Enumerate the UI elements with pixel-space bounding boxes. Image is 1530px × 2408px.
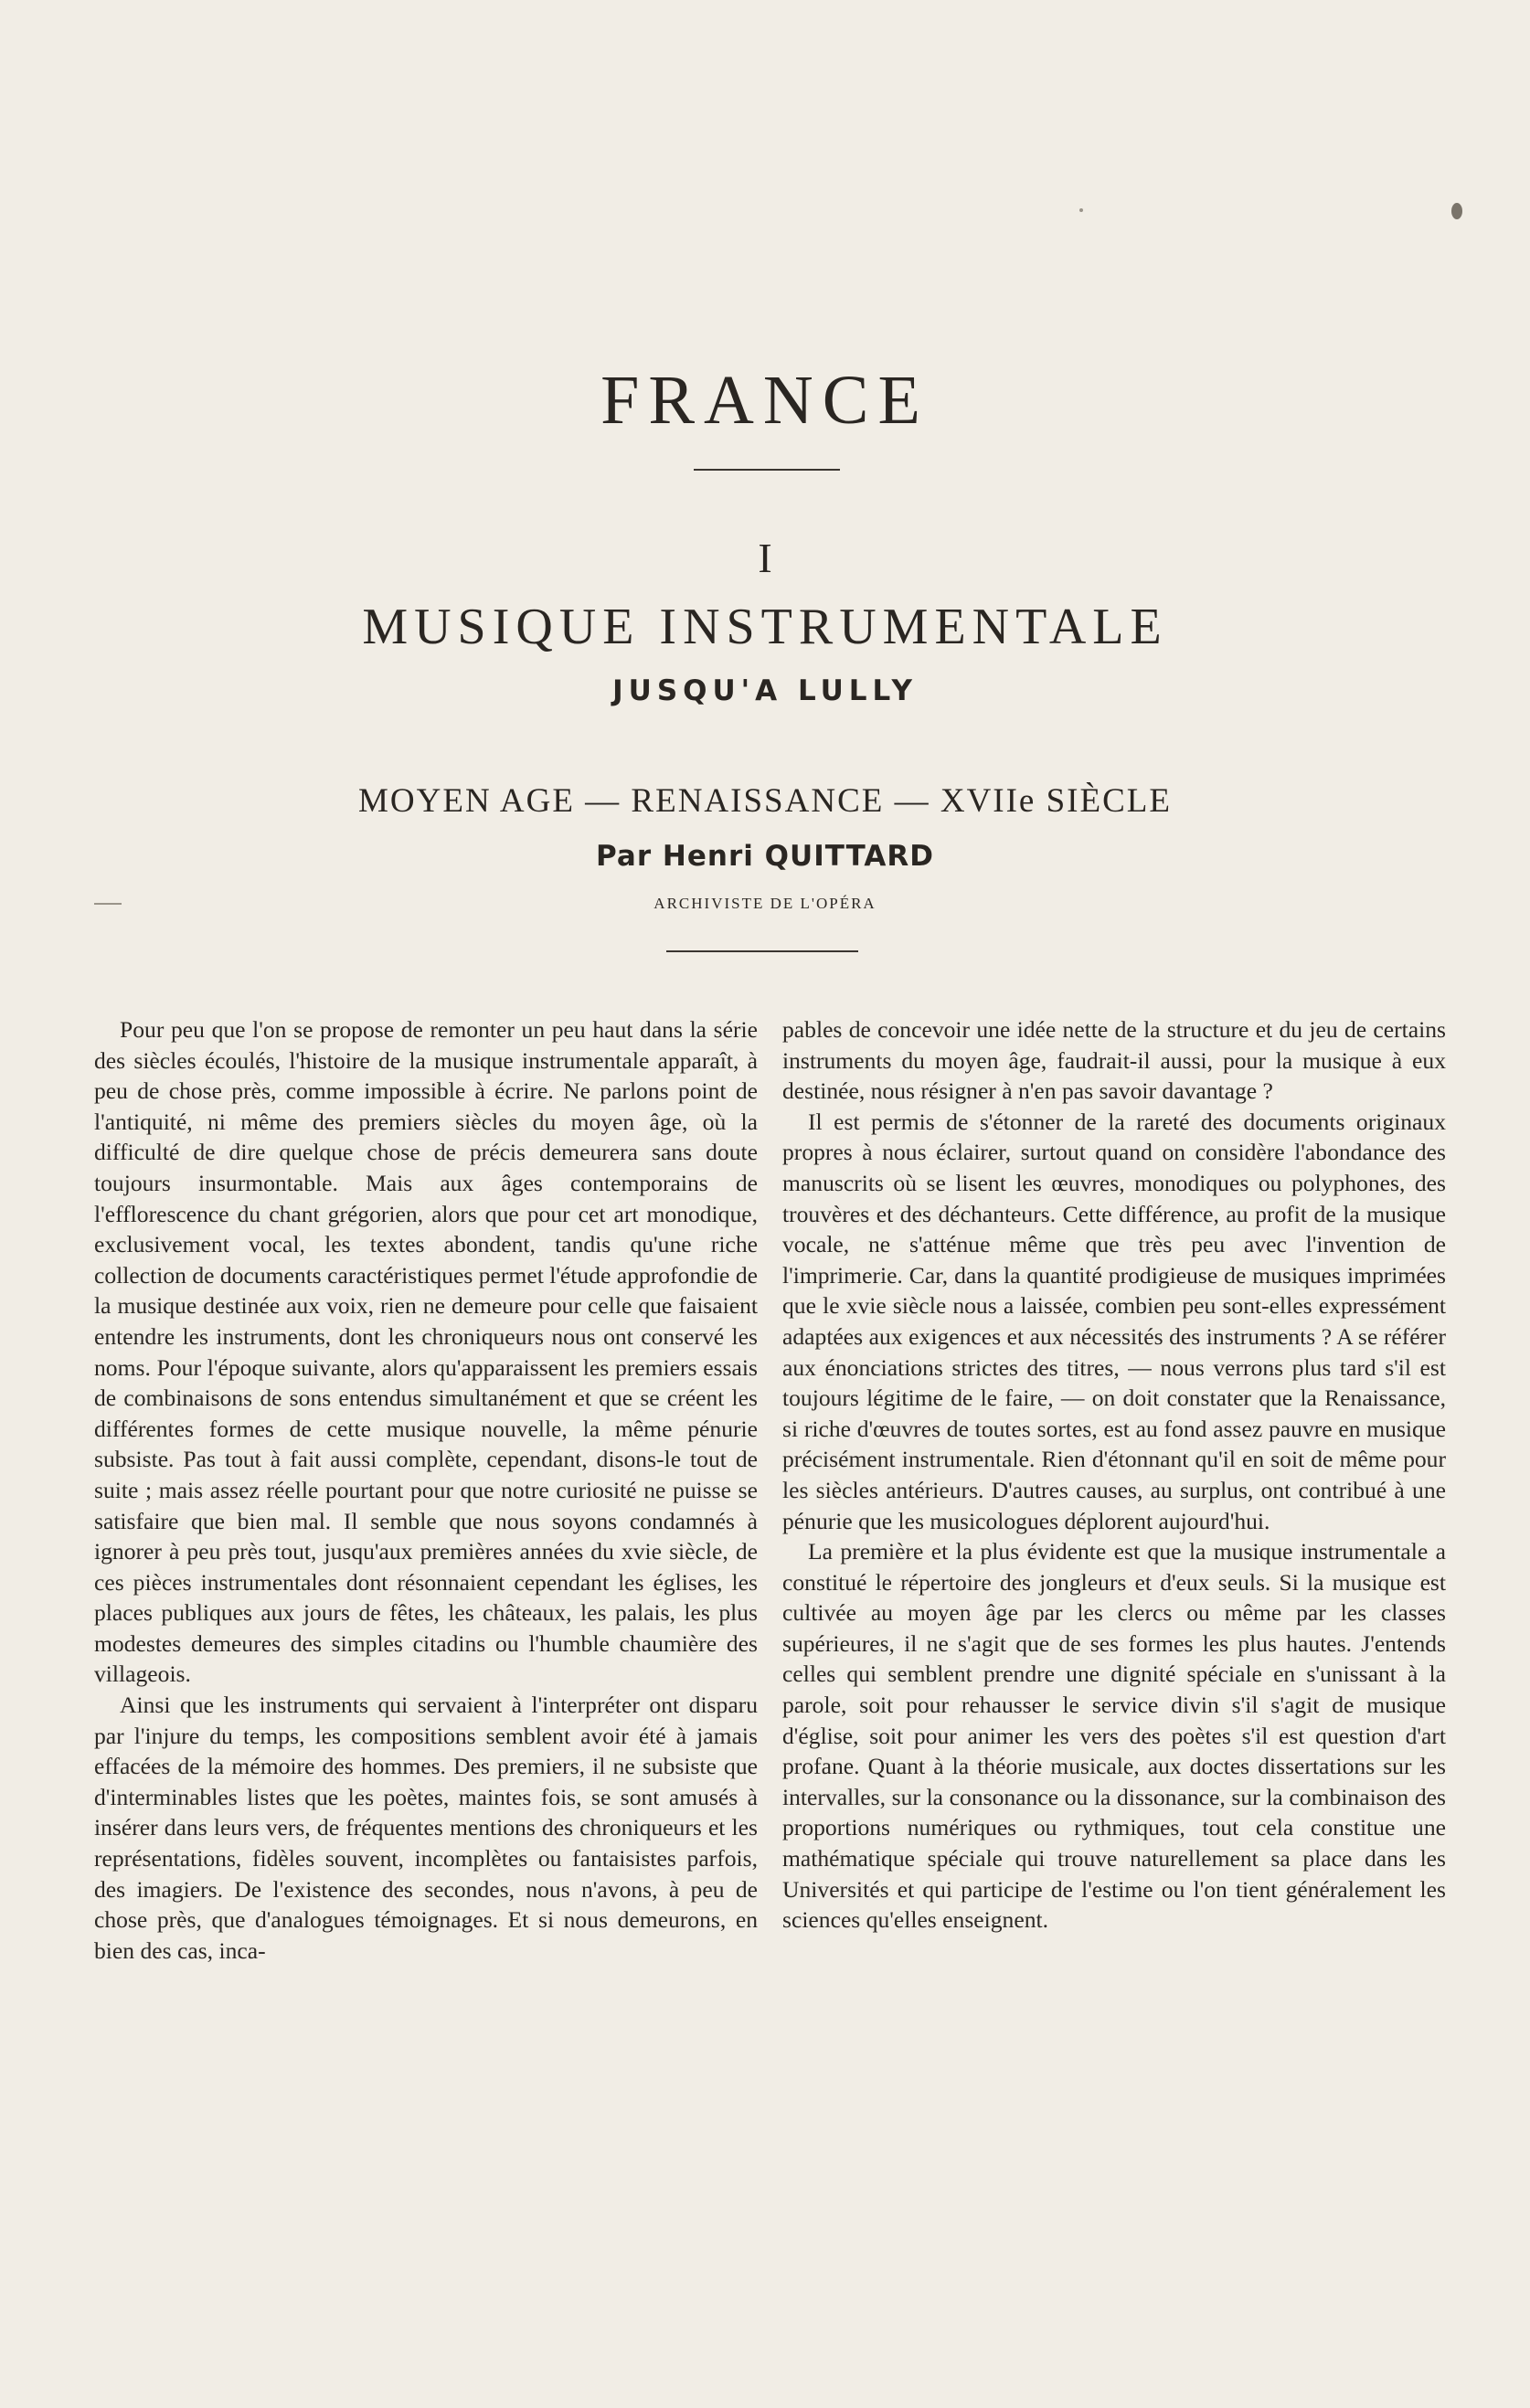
paragraph: Il est permis de s'étonner de la rareté des documents originaux propres à nous éclairer, surtout quand on considère l'abondance des manuscrits où se lisent les œuvres, monodiques ou polyphones, des trouvères et des déchanteurs. Cette différence, au profit de la musique vocale, ne s'atténue même que très peu avec l'invention de l'imprimerie. Car, dans la quantité prodigieuse de musiques imprimées que le xvie siècle nous a laissée, combien peu sont-elles expressément adaptées aux exigences et aux nécessités des instruments ? A se référer aux énonciations strictes des titres, — nous verrons plus tard s'il est toujours légitime de le faire, — on doit constater que la Renaissance, si riche d'œuvres de toutes sortes, est au fond assez pauvre en musique précisément instrumentale. Rien d'étonnant qu'il en soit de même pour les siècles antérieurs. D'autres causes, au surplus, ont contribué à une pénurie que les musicologues déplorent aujourd'hui. — [782, 1108, 1446, 1534]
ink-dot — [1079, 208, 1083, 212]
heading-divider — [694, 469, 840, 471]
paragraph: La première et la plus évidente est que la musique instrumentale a constitué le répertoire des jongleurs et d'eux seuls. Si la musique est cultivée au moyen âge par les clercs ou même par les classes supérieures, il ne s'agit que de ses formes les plus hautes. J'entends celles qui semblent prendre une dignité spéciale en s'unissant à la parole, soit pour rehausser le service divin s'il s'agit de musique d'église, soit pour animer les vers des poètes s'il est question d'art profane. Quant à la théorie musicale, aux doctes dissertations sur les intervalles, sur la consonance ou la dissonance, sur la combinaison des proportions numériques ou rythmiques, tout cela constitue une mathématique spéciale qui trouve naturellement sa place dans les Universités et qui participe de l'estime ou l'on tient généralement les sciences qu'elles enseignent. — [782, 1538, 1446, 1934]
paragraph: Pour peu que l'on se propose de remonter un peu haut dans la série des siècles écoulés, l'histoire de la musique instrumentale apparaît, à peu de chose près, comme impossible à écrire. Ne parlons point de l'antiquité, ni même des premiers siècles du moyen âge, où la difficulté de dire quelque chose de précis demeurera sans doute toujours insurmontable. Mais aux âges contemporains de l'efflorescence du chant grégorien, alors que pour cet art monodique, exclusivement vocal, les textes abondent, tandis qu'une riche collection de documents caractéristiques permet l'étude approfondie de la musique destinée aux voix, rien ne demeure pour celle que faisaient entendre les instruments, dont les chroniqueurs nous ont conservé les noms. Pour l'époque suivante, alors qu'apparaissent les premiers essais de combinaisons de sons entendus simultanément et que se créent les différentes formes de cette musique nouvelle, la même pénurie subsiste. Pas tout à fait aussi complète, cependant, disons-le tout de suite ; mais assez réelle pourtant pour que notre curiosité ne puisse se satisfaire que bien mal. Il semble que nous soyons condamnés à ignorer à peu près tout, jusqu'aux premières années du xvie siècle, de ces pièces instrumentales dont résonnaient cependant les églises, les places publiques aux jours de fêtes, les châteaux, les palais, les plus modestes demeures des simples citadins ou l'humble chaumière des villageois. — [94, 1016, 758, 1688]
period-heading: MOYEN AGE — RENAISSANCE — XVIIe SIÈCLE — [358, 782, 1172, 820]
author-line: Par Henri QUITTARD — [596, 840, 934, 873]
byline-divider — [666, 950, 858, 952]
paragraph: pables de concevoir une idée nette de la structure et du jeu de certains instruments du moyen âge, faudrait-il aussi, pour la musique à eux destinée, nous résigner à n'en pas savoir davantage ? — [782, 1016, 1446, 1105]
author-role: ARCHIVISTE DE L'OPÉRA — [653, 895, 877, 912]
chapter-number: I — [758, 535, 772, 581]
chapter-title: MUSIQUE INSTRUMENTALE — [362, 599, 1168, 655]
country-heading: FRANCE — [600, 362, 930, 439]
right-column — [782, 1014, 1446, 1936]
paragraph: Ainsi que les instruments qui servaient à l'interpréter ont disparu par l'injure du temps, les compositions semblent avoir été à jamais effacées de la mémoire des hommes. Des premiers, il ne subsiste que d'interminables listes que les poètes, maintes fois, se sont amusés à insérer dans leurs vers, de fréquentes mentions des chroniqueurs et les représentations, fidèles souvent, incomplètes ou fantaisistes parfois, des imagiers. De l'existence des secondes, nous n'avons, à peu de chose près, que d'analogues témoignages. Et si nous demeurons, en bien des cas, inca- — [94, 1692, 758, 1964]
chapter-subtitle: JUSQU'A LULLY — [612, 674, 918, 707]
ink-speck — [1451, 203, 1462, 219]
left-column — [94, 1014, 758, 1966]
